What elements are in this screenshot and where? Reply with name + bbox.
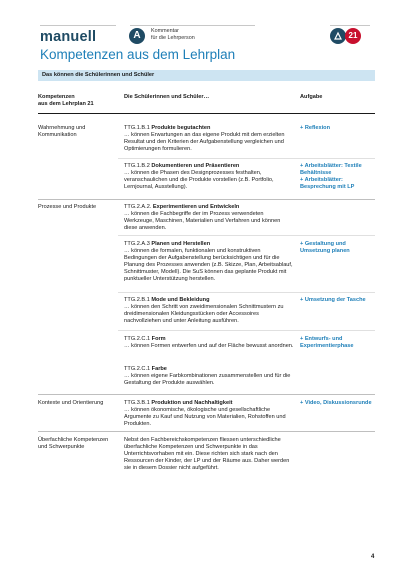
task-link[interactable]: + Arbeitsblätter: Besprechung mit LP bbox=[300, 177, 374, 191]
column-header-competencies-line2: aus dem Lehrplan 21 bbox=[38, 101, 94, 107]
header-rule-left bbox=[40, 25, 116, 26]
table-row bbox=[124, 204, 294, 232]
competency-title: Produktion und Nachhaltigkeit bbox=[151, 400, 233, 406]
table-header-rule bbox=[38, 113, 375, 114]
competency-text: … können den Schritt von zweidimensionalen Schnittmustern zu dreidimensionalen Kleidungsstücken oder Accessoires nachvollziehen und unter Anleitung ausführen. bbox=[124, 304, 284, 325]
column-header-description: Die Schülerinnen und Schüler… bbox=[124, 94, 210, 100]
row-divider bbox=[118, 292, 375, 293]
table-row bbox=[124, 366, 294, 387]
row-area: Prozesse und Produkte bbox=[38, 204, 97, 210]
table-row bbox=[124, 241, 294, 284]
task-link[interactable]: + Video, Diskussionsrunde bbox=[300, 400, 374, 407]
section-heading: Das können die Schülerinnen und Schüler bbox=[42, 72, 155, 78]
row-area: Kontexte und Orientierung bbox=[38, 400, 104, 406]
lehrplan-logo bbox=[330, 28, 370, 44]
page-title: Kompetenzen aus dem Lehrplan bbox=[40, 47, 236, 62]
competency-text: … können die Fachbegriffe der im Prozess verwendeten Werkzeuge, Maschinen, Materialien und Verfahren und können diese anwenden. bbox=[124, 211, 281, 232]
hand-icon bbox=[330, 28, 346, 44]
level-badge: A bbox=[129, 28, 145, 44]
row-divider bbox=[118, 330, 375, 331]
competency-text: … können die Phasen des Designprozesses festhalten, veranschaulichen und die Produkte vorstellen (z.B. Portfolio, Lernjournal, Ausstellung). bbox=[124, 170, 274, 191]
row-divider bbox=[38, 394, 375, 395]
competency-title: Dokumentieren und Präsentieren bbox=[151, 163, 240, 169]
task-link[interactable]: + Entwurfs- und Experimentierphase bbox=[300, 336, 374, 350]
competency-text: … können ökonomische, ökologische und gesellschaftliche Argumente zu Kauf und Nutzung von Materialien, Rohstoffen und Produkten. bbox=[124, 407, 286, 428]
task-cell bbox=[300, 336, 374, 350]
competency-title: Mode und Bekleidung bbox=[151, 297, 210, 303]
header-subtitle-line1: Kommentar bbox=[151, 28, 179, 34]
task-cell bbox=[300, 163, 374, 191]
header-subtitle-line2: für die Lehrperson bbox=[151, 35, 195, 41]
competency-code: TTG.2.B.1 bbox=[124, 297, 150, 303]
competency-text: … können Formen entwerfen und auf der Fläche bewusst anordnen. bbox=[124, 343, 294, 350]
competency-text: … können die formalen, funktionalen und konstruktiven Bedingungen der Aufgabenstellung berücksichtigen und für die Planung des Prozesses anwenden (z.B. Skizze, Plan, Arbeitsablauf, Schnittmuster, Modell). Die SuS können das geplante Produkt mit punktueller Unterstützung herstellen. bbox=[124, 248, 293, 283]
task-link[interactable]: + Umsetzung der Tasche bbox=[300, 297, 374, 304]
column-header-task: Aufgabe bbox=[300, 94, 323, 100]
task-cell bbox=[300, 400, 374, 407]
brand-logo: manuell bbox=[40, 29, 97, 45]
task-link[interactable]: + Reflexion bbox=[300, 125, 374, 132]
competency-text: Nebst den Fachbereichskompetenzen fliessen unterschiedliche überfachliche Kompetenzen und Schwerpunkte in das Unterrichtsvorhaben mit ein. Diese richten sich stark nach den Ressourcen der Kinder, der LP und der Räume aus. Daher werden sie in diesem Dossier nicht aufgeführt. bbox=[124, 437, 290, 472]
competency-code: TTG.2.A.3 bbox=[124, 241, 150, 247]
lehrplan-21-icon: 21 bbox=[345, 28, 361, 44]
column-header-competencies-line1: Kompetenzen bbox=[38, 94, 75, 100]
row-area: Wahrnehmung und Kommunikation bbox=[38, 125, 86, 139]
competency-code: TTG.1.B.1 bbox=[124, 125, 150, 131]
competency-title: Form bbox=[151, 336, 166, 342]
section-heading-bar bbox=[38, 70, 375, 81]
competency-code: TTG.2.C.1 bbox=[124, 336, 151, 342]
table-row bbox=[124, 437, 294, 472]
page-number: 4 bbox=[371, 554, 375, 560]
task-cell bbox=[300, 241, 374, 255]
row-area: Überfachliche Kompetenzen und Schwerpunkte bbox=[38, 437, 109, 451]
competency-code: TTG.2.C.1 bbox=[124, 366, 151, 372]
competency-title: Experimentieren und Entwickeln bbox=[152, 204, 240, 210]
row-divider bbox=[118, 158, 375, 159]
row-divider bbox=[118, 235, 375, 236]
header-rule-right bbox=[330, 25, 370, 26]
row-divider bbox=[38, 199, 375, 200]
table-row bbox=[124, 163, 294, 191]
competency-code: TTG.2.A.2. bbox=[124, 204, 152, 210]
competency-title: Produkte begutachten bbox=[151, 125, 211, 131]
competency-text: … können Erwartungen an das eigene Produkt mit dem erzielten Resultat und den Kriterien der Aufgabenstellung vergleichen und Optimierungen formulieren. bbox=[124, 132, 285, 153]
competency-code: TTG.1.B.2 bbox=[124, 163, 150, 169]
table-row bbox=[124, 125, 294, 153]
table-row bbox=[124, 336, 294, 350]
competency-text: … können eigene Farbkombinationen zusammenstellen und für die Gestaltung der Produkte auswählen. bbox=[124, 373, 291, 387]
competency-code: TTG.3.B.1 bbox=[124, 400, 150, 406]
competency-title: Farbe bbox=[151, 366, 167, 372]
header-subtitle bbox=[151, 28, 195, 42]
row-divider bbox=[38, 431, 375, 432]
header-rule-middle bbox=[130, 25, 255, 26]
task-cell bbox=[300, 125, 374, 132]
competency-title: Planen und Herstellen bbox=[151, 241, 211, 247]
table-row bbox=[124, 297, 294, 325]
table-row bbox=[124, 400, 294, 428]
column-header-competencies bbox=[38, 94, 118, 108]
task-link[interactable]: + Gestaltung und Umsetzung planen bbox=[300, 241, 374, 255]
task-cell bbox=[300, 297, 374, 304]
task-link[interactable]: + Arbeitsblätter: Textile Behältnisse bbox=[300, 163, 374, 177]
